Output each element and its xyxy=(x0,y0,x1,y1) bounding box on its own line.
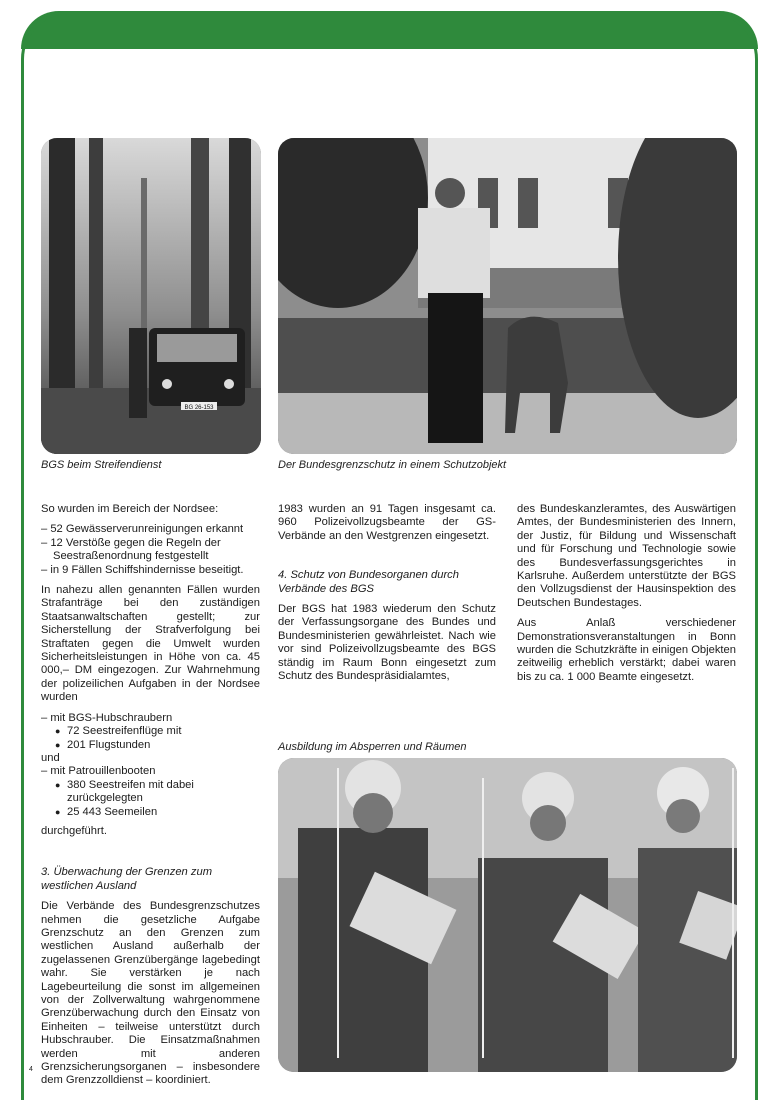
intro-text: So wurden im Bereich der Nordsee: xyxy=(41,503,219,515)
page-number: 4 xyxy=(29,1066,33,1073)
paragraph-west-border-stats: 1983 wurden an 91 Tagen insgesamt ca. 960 Polizeivollzugsbeamte der GS-Verbände an den Westgrenzen eingesetzt. xyxy=(278,503,496,542)
dash-item: – 52 Gewässerverunreinigungen erkannt xyxy=(41,523,244,536)
text-column-2 xyxy=(278,503,496,690)
caption-photo-object: Der Bundesgrenzschutz in einem Schutzobjekt xyxy=(278,459,507,471)
paragraph-ministries: des Bundeskanzleramtes, des Auswärtigen Amtes, der Bundesministerien des Innern, der Justiz, für Bildung und Wissenschaft und für Forschung und Technologie sowie des Bundesverfassungsgerichtes in Karlsruhe. Außerdem unterstützte der BGS den Vollzugsdienst der Hausinspektion des Deutschen Bundestages. xyxy=(517,503,736,609)
bullet-item: ● 201 Flugstunden xyxy=(41,739,260,752)
heli-line: – mit BGS-Hubschraubern xyxy=(41,711,173,724)
bullet-item: ● 72 Seestreifenflüge mit xyxy=(41,725,260,738)
section-heading-3: 3. Überwachung der Grenzen zum westlichen Ausland xyxy=(41,866,213,892)
done-text: durchgeführt. xyxy=(41,824,107,837)
boat-line: – mit Patrouillenbooten xyxy=(41,765,156,778)
paragraph-demonstrations: Aus Anlaß verschiedener Demonstrationsveranstaltungen in Bonn wurden die Schutzkräfte in einigen Objekten zeitweilig erheblich verstärkt; dabei waren bis zu ca. 1 000 Beamte eingesetzt. xyxy=(517,617,736,683)
training-illustration xyxy=(278,758,737,1072)
license-plate: BG 26-153 xyxy=(184,405,214,411)
paragraph-fines: In nahezu allen genannten Fällen wurden Strafanträge bei den zuständigen Staatsanwaltschaften gestellt; zur Sicherstellung der Strafverfolgung bei Straftaten gegen die Umwelt wurden Sicherheitsleistungen in Höhe von ca. 45 000,– DM eingezogen. Zur Wahrnehmung der polizeilichen Aufgaben in der Nordsee wurden xyxy=(41,584,260,704)
protection-object-illustration xyxy=(278,138,737,454)
und-text: und xyxy=(41,751,60,764)
forest-illustration xyxy=(41,138,261,454)
text-column-3 xyxy=(517,503,736,691)
paragraph-border-west: Die Verbände des Bundesgrenzschutzes nehmen die gesetzliche Aufgabe Grenzschutz an den Grenzen zum westlichen Ausland außerhalb der zugelassenen Grenzübergänge lagebedingt wahr. Sie verstärken je nach Lagebeurteilung die sonst im allgemeinen von der Zollverwaltung wahrgenommene Grenzüberwachung durch den Einsatz von Einheiten – teilweise unterstützt durch Hubschrauber. Die Einsatzmaßnahmen werden mit anderen Grenzsicherungsorganen – insbesondere dem Grenzzolldienst – koordiniert. xyxy=(41,900,260,1087)
photo-training-shields xyxy=(278,758,737,1072)
paragraph-federal-organs: Der BGS hat 1983 wiederum den Schutz der Verfassungsorgane des Bundes und Bundesministerien gewährleistet. Nach wie vor sind Polizeivollzugsbeamte des BGS ständig im Raum Bonn eingesetzt zum Schutz des Bundespräsidialamtes, xyxy=(278,603,496,683)
section-heading-4: 4. Schutz von Bundesorganen durch Verbände des BGS xyxy=(278,569,459,595)
photo-officer-dog xyxy=(278,138,737,454)
bullet-item: ● 380 Seestreifen mit dabei zurückgelegten xyxy=(41,779,260,806)
dash-item: – 12 Verstöße gegen die Regeln der Seestraßenordnung festgestellt xyxy=(41,536,221,563)
text-column-1 xyxy=(41,503,260,1095)
bullet-item: ● 25 443 Seemeilen xyxy=(41,806,260,819)
caption-photo-patrol: BGS beim Streifendienst xyxy=(41,459,162,471)
photo-patrol-forest xyxy=(41,138,261,454)
dash-item: – in 9 Fällen Schiffshindernisse beseitigt. xyxy=(41,563,244,576)
caption-photo-training: Ausbildung im Absperren und Räumen xyxy=(278,741,467,753)
